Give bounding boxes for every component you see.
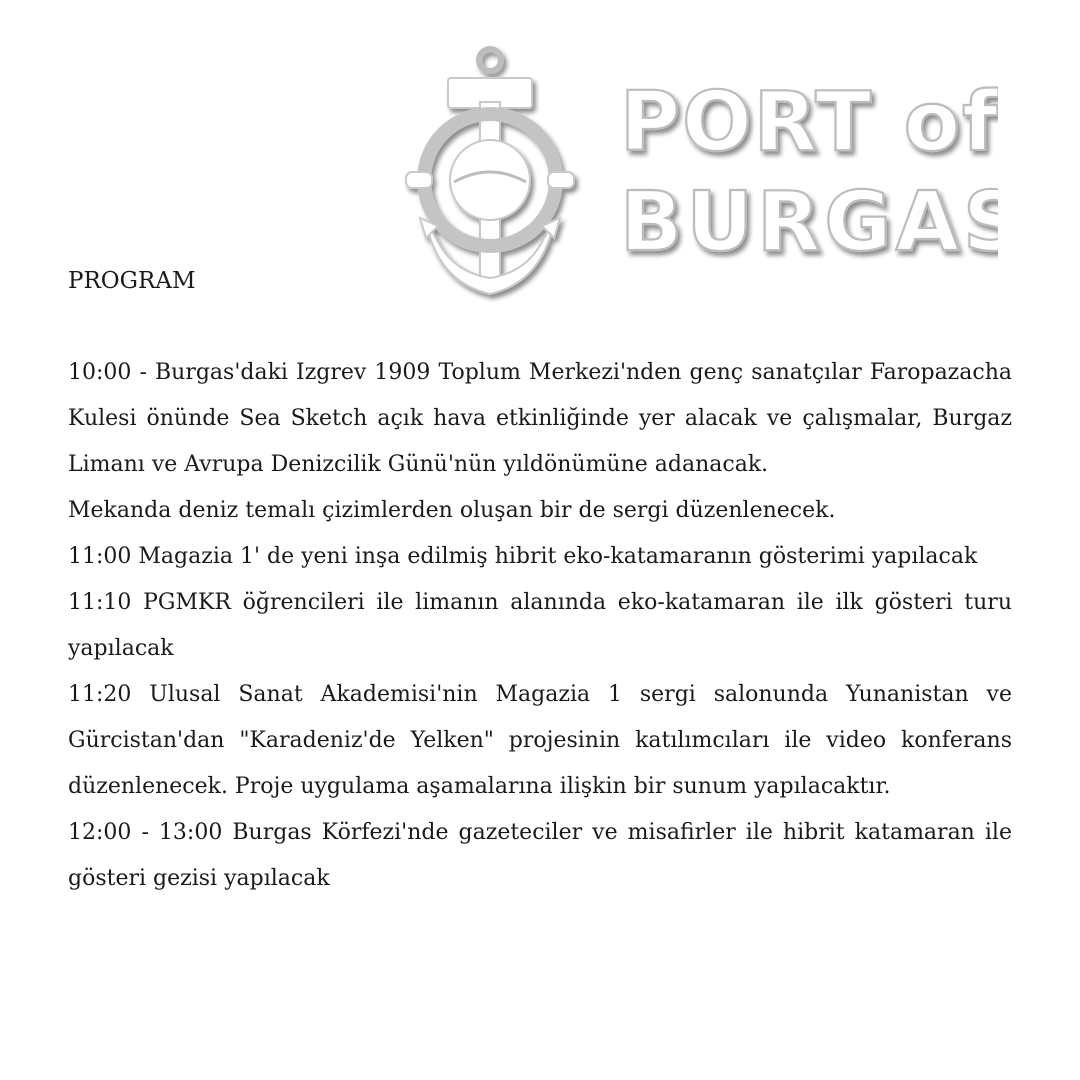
logo-line-1: PORT of (620, 75, 998, 170)
port-of-burgas-logo (398, 42, 998, 304)
page-title: PROGRAM (68, 268, 196, 294)
program-list (68, 350, 1012, 902)
anchor-ship-wheel-icon (398, 42, 998, 304)
program-item: 12:00 - 13:00 Burgas Körfezi'nde gazeteciler ve misafirler ile hibrit katamaran ile gösteri gezisi yapılacak (68, 820, 1012, 891)
program-item: 11:00 Magazia 1' de yeni inşa edilmiş hibrit eko-katamaranın gösterimi yapılacak (68, 544, 978, 569)
program-item: Mekanda deniz temalı çizimlerden oluşan bir de sergi düzenlenecek. (68, 498, 836, 523)
program-item: 11:20 Ulusal Sanat Akademisi'nin Magazia 1 sergi salonunda Yunanistan ve Gürcistan'dan "Karadeniz'de Yelken" projesinin katılımcıları ile video konferans düzenlenecek. Proje uygulama aşamalarına ilişkin bir sunum yapılacaktır. (68, 682, 1012, 799)
program-item: 11:10 PGMKR öğrencileri ile limanın alanında eko-katamaran ile ilk gösteri turu yapılacak (68, 590, 1012, 661)
program-item: 10:00 - Burgas'daki Izgrev 1909 Toplum Merkezi'nden genç sanatçılar Faropazacha Kulesi önünde Sea Sketch açık hava etkinliğinde yer alacak ve çalışmalar, Burgaz Limanı ve Avrupa Denizcilik Günü'nün yıldönümüne adanacak. (68, 360, 1012, 477)
logo-line-2: BURGAS (620, 175, 998, 270)
